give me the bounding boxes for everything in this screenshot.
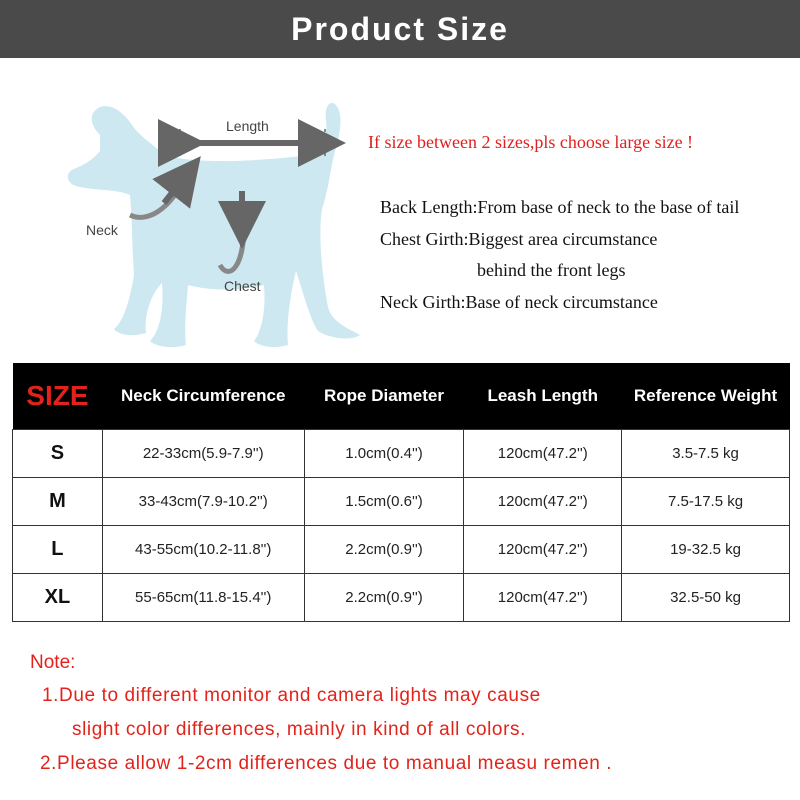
chest-label: Chest [224, 278, 261, 294]
size-chart-table [12, 363, 790, 622]
size-tip: If size between 2 sizes,pls choose large size ! [368, 132, 694, 152]
rope-cell: 2.2cm(0.9'') [304, 573, 464, 621]
notes-title: Note: [30, 652, 76, 673]
notes-section [30, 652, 612, 775]
dog-silhouette-icon [60, 95, 380, 360]
dog-measurement-illustration [60, 95, 380, 360]
leash-cell: 120cm(47.2'') [464, 525, 622, 573]
header-rope-diameter: Rope Diameter [304, 363, 464, 429]
table-row [13, 573, 790, 621]
note-line-1: 1.Due to different monitor and camera lights may cause [42, 685, 541, 706]
neck-cell: 33-43cm(7.9-10.2'') [102, 477, 304, 525]
table-header-row [13, 363, 790, 429]
length-label: Length [226, 118, 269, 134]
weight-cell: 7.5-17.5 kg [622, 477, 790, 525]
rope-cell: 1.5cm(0.6'') [304, 477, 464, 525]
neck-cell: 22-33cm(5.9-7.9'') [102, 429, 304, 477]
table-row [13, 525, 790, 573]
weight-cell: 32.5-50 kg [622, 573, 790, 621]
note-line-1-cont: slight color differences, mainly in kind of all colors. [72, 719, 527, 740]
weight-cell: 19-32.5 kg [622, 525, 790, 573]
neck-girth-definition: Neck Girth:Base of neck circumstance [380, 291, 658, 312]
size-cell: S [13, 429, 103, 477]
size-cell: L [13, 525, 103, 573]
neck-cell: 55-65cm(11.8-15.4'') [102, 573, 304, 621]
title-banner [0, 0, 800, 58]
chest-girth-definition: Chest Girth:Biggest area circumstance [380, 228, 658, 249]
note-line-2: 2.Please allow 1-2cm differences due to manual measu remen . [40, 753, 613, 774]
header-size: SIZE [13, 363, 103, 429]
rope-cell: 1.0cm(0.4'') [304, 429, 464, 477]
back-length-definition: Back Length:From base of neck to the base of tail [380, 197, 740, 217]
neck-label: Neck [86, 222, 118, 238]
header-reference-weight: Reference Weight [622, 363, 790, 429]
page-title: Product Size [291, 10, 509, 47]
table-row [13, 477, 790, 525]
header-neck-circumference: Neck Circumference [102, 363, 304, 429]
leash-cell: 120cm(47.2'') [464, 477, 622, 525]
rope-cell: 2.2cm(0.9'') [304, 525, 464, 573]
table-row [13, 429, 790, 477]
weight-cell: 3.5-7.5 kg [622, 429, 790, 477]
neck-cell: 43-55cm(10.2-11.8'') [102, 525, 304, 573]
header-leash-length: Leash Length [464, 363, 622, 429]
measurement-definitions [380, 195, 739, 321]
leash-cell: 120cm(47.2'') [464, 429, 622, 477]
size-cell: XL [13, 573, 103, 621]
leash-cell: 120cm(47.2'') [464, 573, 622, 621]
size-cell: M [13, 477, 103, 525]
chest-girth-definition-cont: behind the front legs [477, 260, 626, 280]
